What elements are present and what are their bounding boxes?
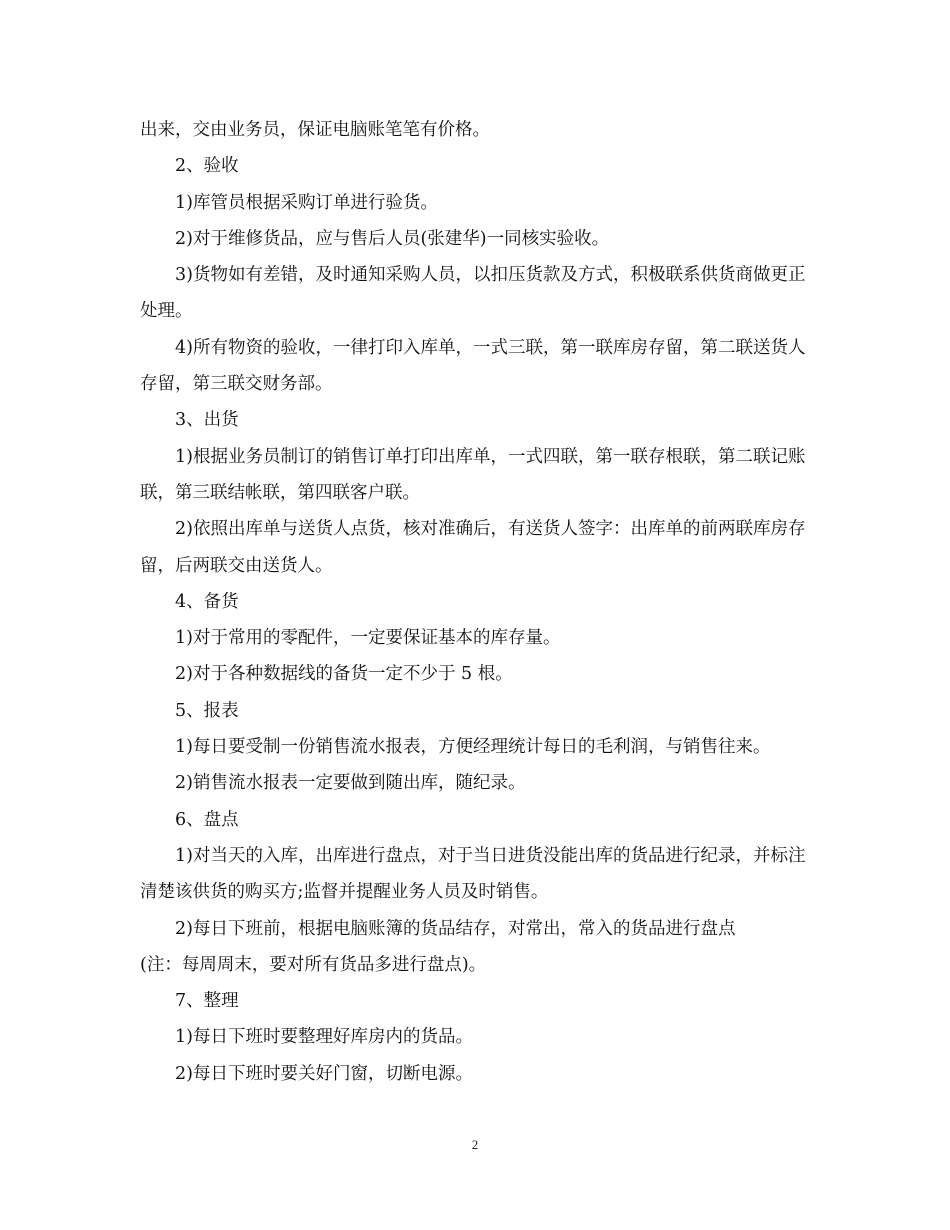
paragraph: 1)每日要受制一份销售流水报表，方便经理统计每日的毛利润，与销售往来。 — [175, 737, 771, 758]
document-body — [140, 112, 812, 1092]
section-heading-shipping: 3、出货 — [175, 410, 239, 431]
section-heading-inventory: 6、盘点 — [175, 809, 239, 830]
paragraph: 2)销售流水报表一定要做到随出库，随纪录。 — [175, 773, 526, 794]
page-number: 2 — [471, 1137, 479, 1152]
paragraph: 2)对于各种数据线的备货一定不少于 5 根。 — [175, 664, 513, 685]
paragraph: 3)货物如有差错，及时通知采购人员，以扣压货款及方式，积极联系供货商做更正处理。 — [140, 265, 806, 322]
section-heading-reports: 5、报表 — [175, 700, 239, 721]
section-heading-organize: 7、整理 — [175, 991, 239, 1012]
paragraph: 1)对于常用的零配件，一定要保证基本的库存量。 — [175, 628, 561, 649]
paragraph: 2)对于维修货品，应与售后人员(张建华)一同核实验收。 — [175, 228, 610, 249]
paragraph: 2)每日下班时要关好门窗，切断电源。 — [175, 1063, 473, 1084]
paragraph: 1)每日下班时要整理好库房内的货品。 — [175, 1027, 473, 1048]
paragraph: 1)根据业务员制订的销售订单打印出库单，一式四联，第一联存根联，第二联记账联，第三联结帐联，第四联客户联。 — [140, 446, 806, 503]
paragraph: 2)每日下班前，根据电脑账簿的货品结存，对常出，常入的货品进行盘点 — [175, 918, 736, 939]
paragraph: 出来，交由业务员，保证电脑账笔笔有价格。 — [140, 120, 490, 140]
paragraph: 1)对当天的入库，出库进行盘点，对于当日进货没能出库的货品进行纪录，并标注清楚该供货的购买方;监督并提醒业务人员及时销售。 — [140, 845, 806, 903]
paragraph: 4)所有物资的验收，一律打印入库单，一式三联，第一联库房存留，第二联送货人存留，第三联交财务部。 — [140, 337, 806, 395]
section-heading-stocking: 4、备货 — [175, 591, 239, 612]
paragraph-note: (注：每周周末，要对所有货品多进行盘点)。 — [140, 954, 487, 975]
paragraph: 2)依照出库单与送货人点货，核对准确后，有送货人签字：出库单的前两联库房存留，后两联交由送货人。 — [140, 519, 806, 576]
paragraph: 1)库管员根据采购订单进行验货。 — [175, 192, 438, 213]
section-heading-acceptance: 2、验收 — [175, 156, 239, 177]
